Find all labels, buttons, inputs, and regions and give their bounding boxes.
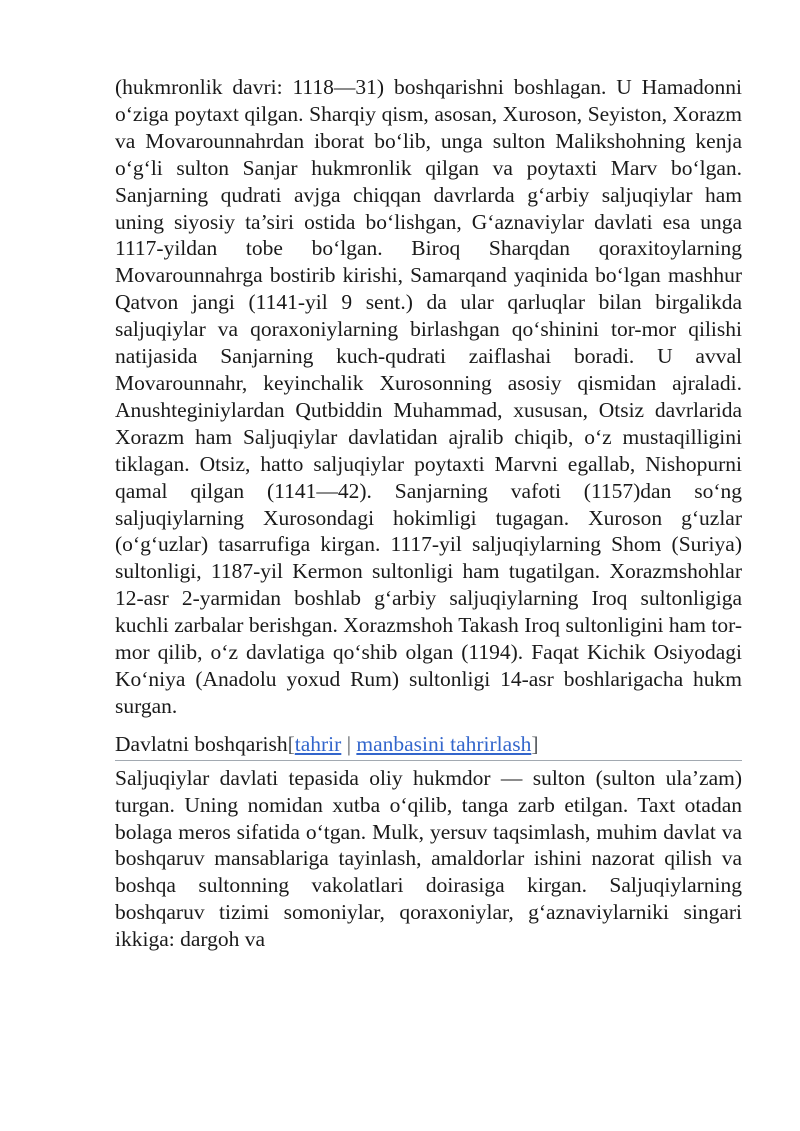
section-title: Davlatni boshqarish [115,731,288,756]
edit-bracket-open: [ [287,731,295,756]
document-page [115,74,742,953]
edit-bracket-close: ] [531,731,539,756]
section-heading [115,730,742,761]
paragraph-intro: (hukmronlik davri: 1118—31) boshqarishni boshlagan. U Hamadonni o‘ziga poytaxt qilgan. Sharqiy qism, asosan, Xuroson, Seyiston, Xorazm va Movarounnahrdan iborat bo‘lib, unga sulton Malikshohning kenja o‘g‘li sulton Sanjar hukmronlik qilgan va poytaxti Marv bo‘lgan. Sanjarning qudrati avjga chiqqan davrlarda g‘arbiy saljuqiylar ham uning siyosiy ta’siri ostida bo‘lishgan, G‘aznaviylar davlati esa unga 1117-yildan tobe bo‘lgan. Biroq Sharqdan qoraxitoylarning Movarounnahrga bostirib kirishi, Samarqand yaqinida bo‘lgan mashhur Qatvon jangi (1141-yil 9 sent.) da ular qarluqlar bilan birgalikda saljuqiylar va qoraxoniylarning birlashgan qo‘shinini tor-mor qilishi natijasida Sanjarning kuch-qudrati zaiflashai boradi. U avval Movarounnahr, keyinchalik Xurosonning asosiy qismidan ajraladi. Anushteginiylardan Qutbiddin Muhammad, xususan, Otsiz davrlarida Xorazm ham Saljuqiylar davlatidan ajralib chiqib, o‘z mustaqilligini tiklagan. Otsiz, hatto saljuqiylar poytaxti Marvni egallab, Nishopurni qamal qilgan (1141—42). Sanjarning vafoti (1157)dan so‘ng saljuqiylarning Xurosondagi hokimligi tugagan. Xuroson g‘uzlar (o‘g‘uzlar) tasarrufiga kirgan. 1117-yil saljuqiylarning Shom (Suriya) sultonligi, 1187-yil Kermon sultonligi ham tugatilgan. Xorazmshohlar 12-asr 2-yarmidan boshlab g‘arbiy saljuqiylarning Iroq sultonligiga kuchli zarbalar berishgan. Xorazmshoh Takash Iroq sultonligini ham tor-mor qilib, o‘z davlatiga qo‘shib olgan (1194). Faqat Kichik Osiyodagi Ko‘niya (Anadolu yoxud Rum) sultonligi 14-asr boshlarigacha hukm surgan. [115,75,742,718]
paragraph-governance: Saljuqiylar davlati tepasida oliy hukmdor — sulton (sulton ula’zam) turgan. Uning nomidan xutba o‘qilib, tanga zarb etilgan. Taxt otadan bolaga meros sifatida o‘tgan. Mulk, yersuv taqsimlash, muhim davlat va boshqaruv mansablariga tayinlash, amaldorlar ishini nazorat qilish va boshqa sultonning vakolatlari doirasiga kirgan. Saljuqiylarning boshqaruv tizimi somoniylar, qoraxoniylar, g‘aznaviylarniki singari ikkiga: dargoh va [115,765,742,952]
edit-link[interactable]: tahrir [294,731,342,756]
edit-source-link[interactable]: manbasini tahrirlash [356,731,532,756]
edit-separator: | [341,731,357,756]
